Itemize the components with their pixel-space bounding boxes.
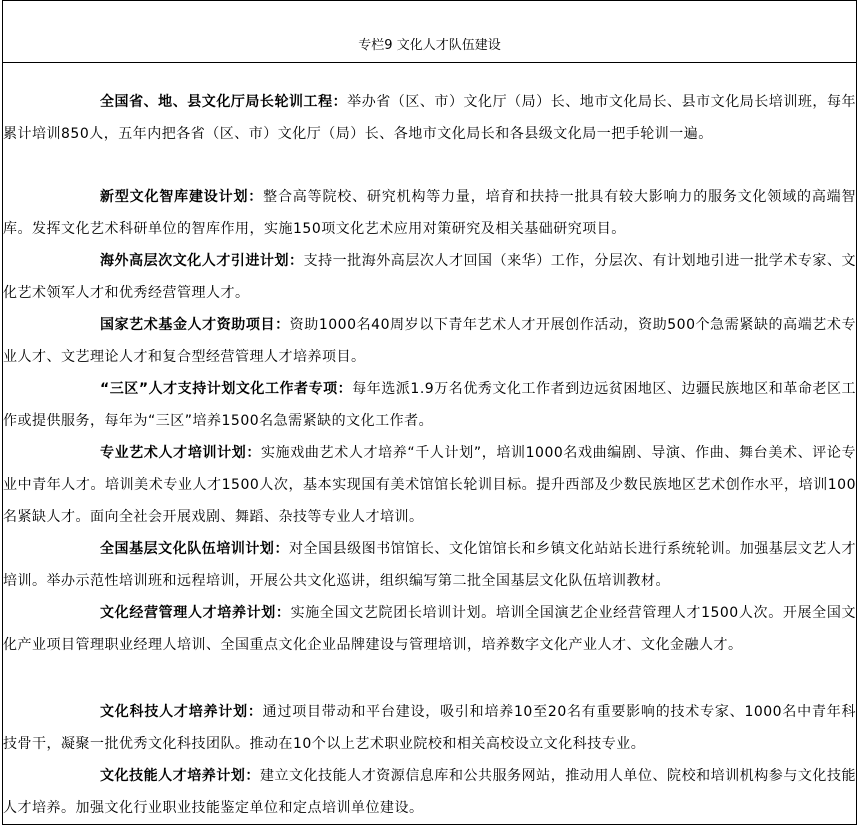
item-name: 全国省、地、县文化厅局长轮训工程：: [100, 94, 348, 110]
item-name: 专业艺术人才培训计划：: [100, 445, 262, 461]
column-title: 专栏9 文化人才队伍建设: [358, 38, 501, 53]
item-text: 对全国县级图书馆馆长、文化馆馆长和乡镇文化站站长进行系统轮训。加强基层文艺人才培训。举办示范性培训班和远程培训，开展公共文化巡讲，组织编写第二批全国基层文化队伍培训教材。: [3, 541, 857, 589]
item-name: 文化经营管理人才培养计划：: [100, 605, 291, 621]
item-text: 资助1000名40周岁以下青年艺术人才开展创作活动，资助500个急需紧缺的高端艺术专业人才、文艺理论人才和复合型经营管理人才培养项目。: [3, 317, 856, 365]
item-text: 通过项目带动和平台建设，吸引和培养10至20名有重要影响的技术专家、1000名中青年科技骨干，凝聚一批优秀文化科技团队。推动在10个以上艺术职业院校和相关高校设立文化科技专业。: [3, 704, 856, 752]
item-name: 文化技能人才培养计划：: [100, 768, 260, 784]
item-text: 实施戏曲艺术人才培养“千人计划”，培训1000名戏曲编剧、导演、作曲、舞台美术、评论专业中青年人才。培训美术专业人才1500人次，基本实现国有美术馆馆长轮训目标。提升西部及少数民族地区艺术创作水平，培训100名紧缺人才。面向全社会开展戏剧、舞蹈、杂技等专业人才培训。: [3, 445, 856, 525]
column-header: [3, 1, 856, 63]
item-grassroots-training: [3, 533, 856, 597]
item-overseas-talent: [3, 245, 856, 309]
item-text: 举办省（区、市）文化厅（局）长、地市文化局长、县市文化局长培训班，每年累计培训850人，五年内把各省（区、市）文化厅（局）长、各地市文化局长和各县级文化局一把手轮训一遍。: [3, 94, 857, 142]
item-three-regions: [3, 373, 856, 437]
item-professional-arts-training: [3, 437, 856, 533]
item-tech-talent: [3, 696, 856, 760]
item-name: 全国基层文化队伍培训计划：: [100, 541, 290, 557]
item-name: 文化科技人才培养计划：: [100, 704, 263, 720]
item-skills-talent: [3, 760, 856, 824]
item-province-director-rotation: [3, 86, 856, 150]
item-arts-fund: [3, 309, 856, 373]
item-name: 国家艺术基金人才资助项目：: [100, 317, 290, 333]
item-text: 实施全国文艺院团长培训计划。培训全国演艺企业经营管理人才1500人次。开展全国文化产业项目管理职业经理人培训、全国重点文化企业品牌建设与管理培训，培养数字文化产业人才、文化金融人才。: [3, 605, 856, 653]
column-box: [2, 0, 857, 825]
item-name: 新型文化智库建设计划：: [100, 189, 264, 205]
item-think-tank: [3, 181, 856, 245]
item-text: 整合高等院校、研究机构等力量，培育和扶持一批具有较大影响力的服务文化领域的高端智库。发挥文化艺术科研单位的智库作用，实施150项文化艺术应用对策研究及相关基础研究项目。: [3, 189, 857, 237]
item-name: “三区”人才支持计划文化工作者专项：: [100, 381, 353, 397]
item-management-talent: [3, 597, 856, 661]
item-name: 海外高层次文化人才引进计划：: [100, 253, 304, 269]
item-text: 每年选派1.9万名优秀文化工作者到边远贫困地区、边疆民族地区和革命老区工作或提供服务，每年为“三区”培养1500名急需紧缺的文化工作者。: [3, 381, 857, 429]
item-text: 支持一批海外高层次人才回国（来华）工作，分层次、有计划地引进一批学术专家、文化艺术领军人才和优秀经营管理人才。: [3, 253, 857, 301]
column-content: [3, 63, 856, 826]
item-text: 建立文化技能人才资源信息库和公共服务网站，推动用人单位、院校和培训机构参与文化技能人才培养。加强文化行业职业技能鉴定单位和定点培训单位建设。: [3, 768, 857, 816]
